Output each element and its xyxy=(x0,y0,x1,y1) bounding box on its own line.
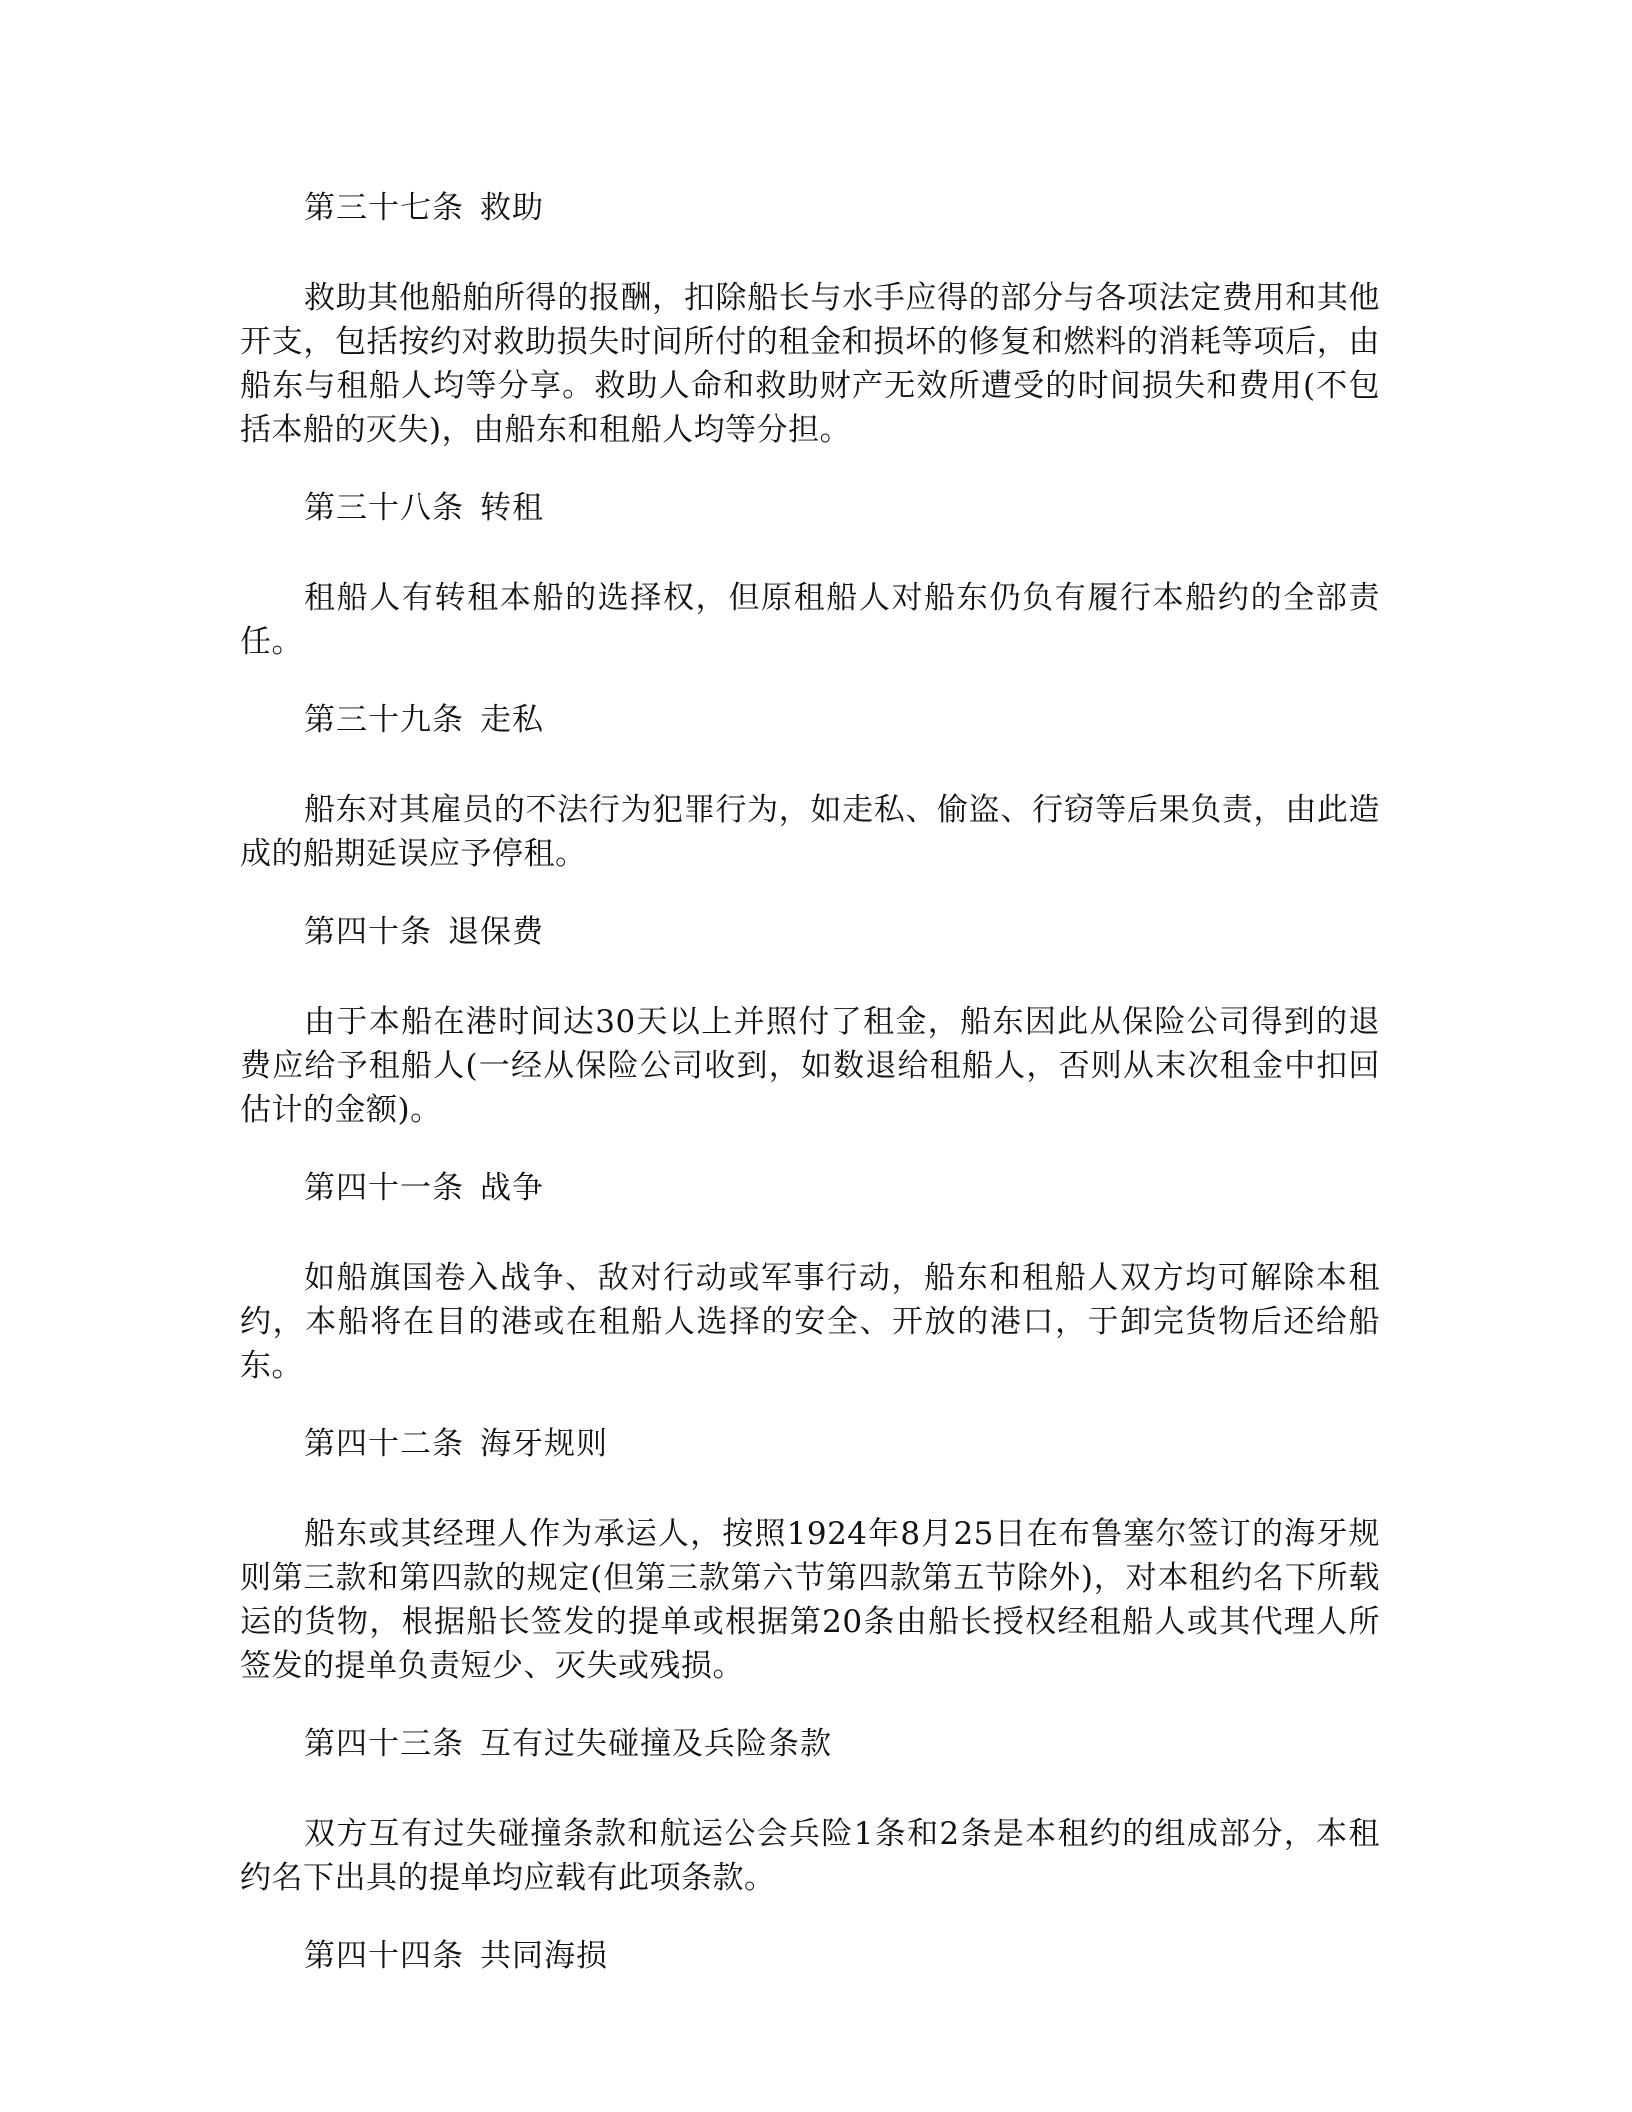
article-title: 海牙规则 xyxy=(480,1426,608,1462)
article-title: 退保费 xyxy=(448,914,544,950)
section-body-43: 双方互有过失碰撞条款和航运公会兵险1条和2条是本租约的组成部分，本租约名下出具的提单均应载有此项条款。 xyxy=(240,1816,1380,1896)
article-number: 第四十二条 xyxy=(304,1426,464,1462)
section-heading-42 xyxy=(240,1426,1380,1462)
section-body-40: 由于本船在港时间达30天以上并照付了租金，船东因此从保险公司得到的退费应给予租船人(一经从保险公司收到，如数退给租船人，否则从末次租金中扣回估计的金额)。 xyxy=(240,1004,1380,1128)
article-number: 第四十四条 xyxy=(304,1938,464,1974)
article-number: 第四十条 xyxy=(304,914,432,950)
section-heading-43 xyxy=(240,1726,1380,1762)
article-number: 第三十八条 xyxy=(304,490,464,526)
section-heading-38 xyxy=(240,490,1380,526)
article-title: 走私 xyxy=(480,702,544,738)
document-page xyxy=(240,190,1380,1974)
section-heading-44 xyxy=(240,1938,1380,1974)
section-body-42: 船东或其经理人作为承运人，按照1924年8月25日在布鲁塞尔签订的海牙规则第三款和第四款的规定(但第三款第六节第四款第五节除外)，对本租约名下所载运的货物，根据船长签发的提单或根据第20条由船长授权经租船人或其代理人所签发的提单负责短少、灭失或残损。 xyxy=(240,1516,1380,1684)
article-number: 第三十九条 xyxy=(304,702,464,738)
article-number: 第三十七条 xyxy=(304,190,464,226)
article-title: 救助 xyxy=(480,190,544,226)
section-body-38: 租船人有转租本船的选择权，但原租船人对船东仍负有履行本船约的全部责任。 xyxy=(240,580,1380,660)
section-heading-40 xyxy=(240,914,1380,950)
section-body-41: 如船旗国卷入战争、敌对行动或军事行动，船东和租船人双方均可解除本租约，本船将在目的港或在租船人选择的安全、开放的港口，于卸完货物后还给船东。 xyxy=(240,1260,1380,1384)
section-body-37: 救助其他船舶所得的报酬，扣除船长与水手应得的部分与各项法定费用和其他开支，包括按约对救助损失时间所付的租金和损坏的修复和燃料的消耗等项后，由船东与租船人均等分享。救助人命和救助财产无效所遭受的时间损失和费用(不包括本船的灭失)，由船东和租船人均等分担。 xyxy=(240,280,1380,448)
section-heading-41 xyxy=(240,1170,1380,1206)
section-heading-39 xyxy=(240,702,1380,738)
section-heading-37 xyxy=(240,190,1380,226)
article-number: 第四十一条 xyxy=(304,1170,464,1206)
article-title: 共同海损 xyxy=(480,1938,608,1974)
article-title: 互有过失碰撞及兵险条款 xyxy=(480,1726,832,1762)
section-body-39: 船东对其雇员的不法行为犯罪行为，如走私、偷盗、行窃等后果负责，由此造成的船期延误应予停租。 xyxy=(240,792,1380,872)
article-number: 第四十三条 xyxy=(304,1726,464,1762)
article-title: 转租 xyxy=(480,490,544,526)
article-title: 战争 xyxy=(480,1170,544,1206)
